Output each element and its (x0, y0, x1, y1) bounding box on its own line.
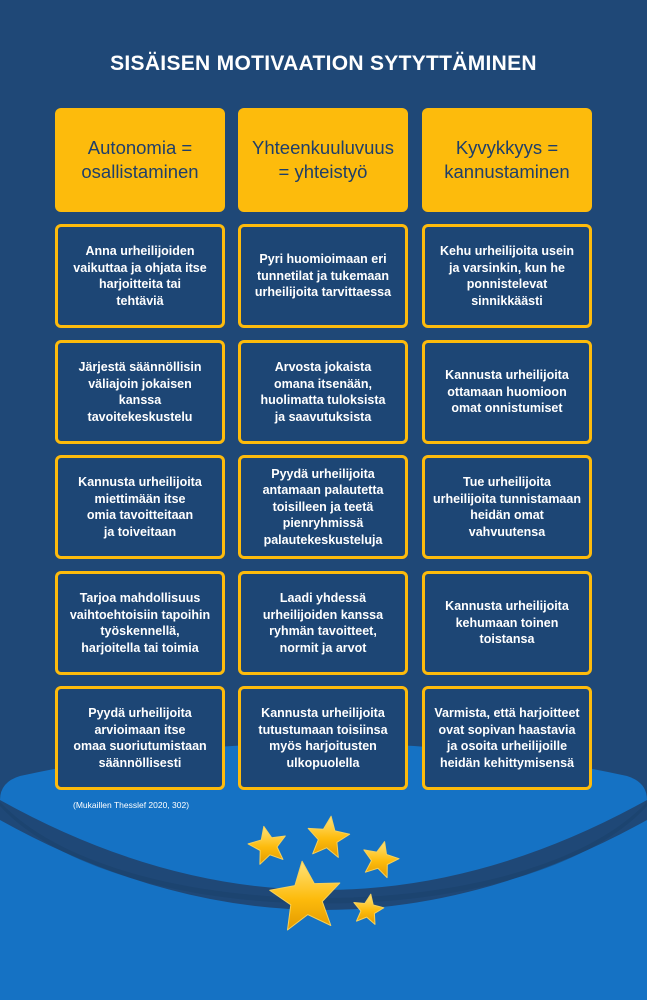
tip-card (55, 455, 225, 559)
tip-card (55, 224, 225, 328)
header-autonomy (55, 108, 225, 212)
tip-card (238, 686, 408, 790)
header-label: Kyvykkyys = kannustaminen (444, 137, 570, 182)
header-relatedness (238, 108, 408, 212)
star-icon (270, 861, 340, 930)
tip-text: Kannusta urheilijoita tutustumaan toisiinsa myös harjoitusten ulkopuolella (258, 706, 388, 770)
tip-text: Pyri huomioimaan eri tunnetilat ja tukemaan urheilijoita tarvittaessa (254, 252, 392, 300)
tip-card (422, 571, 592, 675)
tip-card (422, 686, 592, 790)
tip-card (238, 571, 408, 675)
tip-text: Kannusta urheilijoita miettimään itse omia tavoitteitaan ja toiveitaan (78, 475, 202, 539)
star-icon (308, 816, 350, 857)
tip-card (422, 455, 592, 559)
tip-text: Laadi yhdessä urheilijoiden kanssa ryhmän tavoitteet, normit ja arvot (262, 591, 384, 655)
star-icon (364, 842, 399, 878)
header-label: Yhteenkuuluvuus = yhteistyö (252, 137, 394, 182)
tip-text: Arvosta jokaista omana itsenään, huolimatta tuloksista ja saavutuksista (260, 360, 386, 424)
tip-text: Järjestä säännöllisin väliajoin jokaisen kanssa tavoitekeskustelu (78, 360, 202, 424)
tip-text: Pyydä urheilijoita antamaan palautetta toisilleen ja teetä pienryhmissä palautekeskusteluja (262, 466, 384, 547)
tip-card (238, 224, 408, 328)
tip-card (238, 340, 408, 444)
tip-text: Kannusta urheilijoita kehumaan toinen toistansa (445, 599, 569, 647)
page-title: SISÄISEN MOTIVAATION SYTYTTÄMINEN (110, 52, 537, 75)
star-icon (354, 894, 384, 924)
tip-text: Tarjoa mahdollisuus vaihtoehtoisiin tapoihin työskennellä, harjoitella tai toimia (69, 591, 211, 655)
tip-text: Tue urheilijoita urheilijoita tunnistamaan heidän omat vahvuutensa (433, 475, 581, 539)
stars-decoration (0, 800, 647, 1000)
tip-card (55, 571, 225, 675)
tip-card (55, 340, 225, 444)
tip-text: Kehu urheilijoita usein ja varsinkin, kun he ponnistelevat sinnikkäästi (439, 244, 575, 308)
source-citation: (Mukaillen Thesslef 2020, 302) (73, 800, 190, 810)
tip-card (238, 455, 408, 559)
tip-text: Kannusta urheilijoita ottamaan huomioon omat onnistumiset (445, 368, 569, 416)
star-icon (248, 826, 285, 864)
tip-card (422, 224, 592, 328)
tip-text: Anna urheilijoiden vaikuttaa ja ohjata itse harjoitteita tai tehtäviä (73, 244, 207, 308)
tip-card (55, 686, 225, 790)
tip-card (422, 340, 592, 444)
header-competence (422, 108, 592, 212)
tip-text: Pyydä urheilijoita arvioimaan itse omaa suoriutumistaan säännöllisesti (73, 706, 207, 770)
header-label: Autonomia = osallistaminen (81, 137, 199, 182)
tip-text: Varmista, että harjoitteet ovat sopivan haastavia ja osoita urheilijoille heidän kehittymisensä (434, 706, 580, 770)
